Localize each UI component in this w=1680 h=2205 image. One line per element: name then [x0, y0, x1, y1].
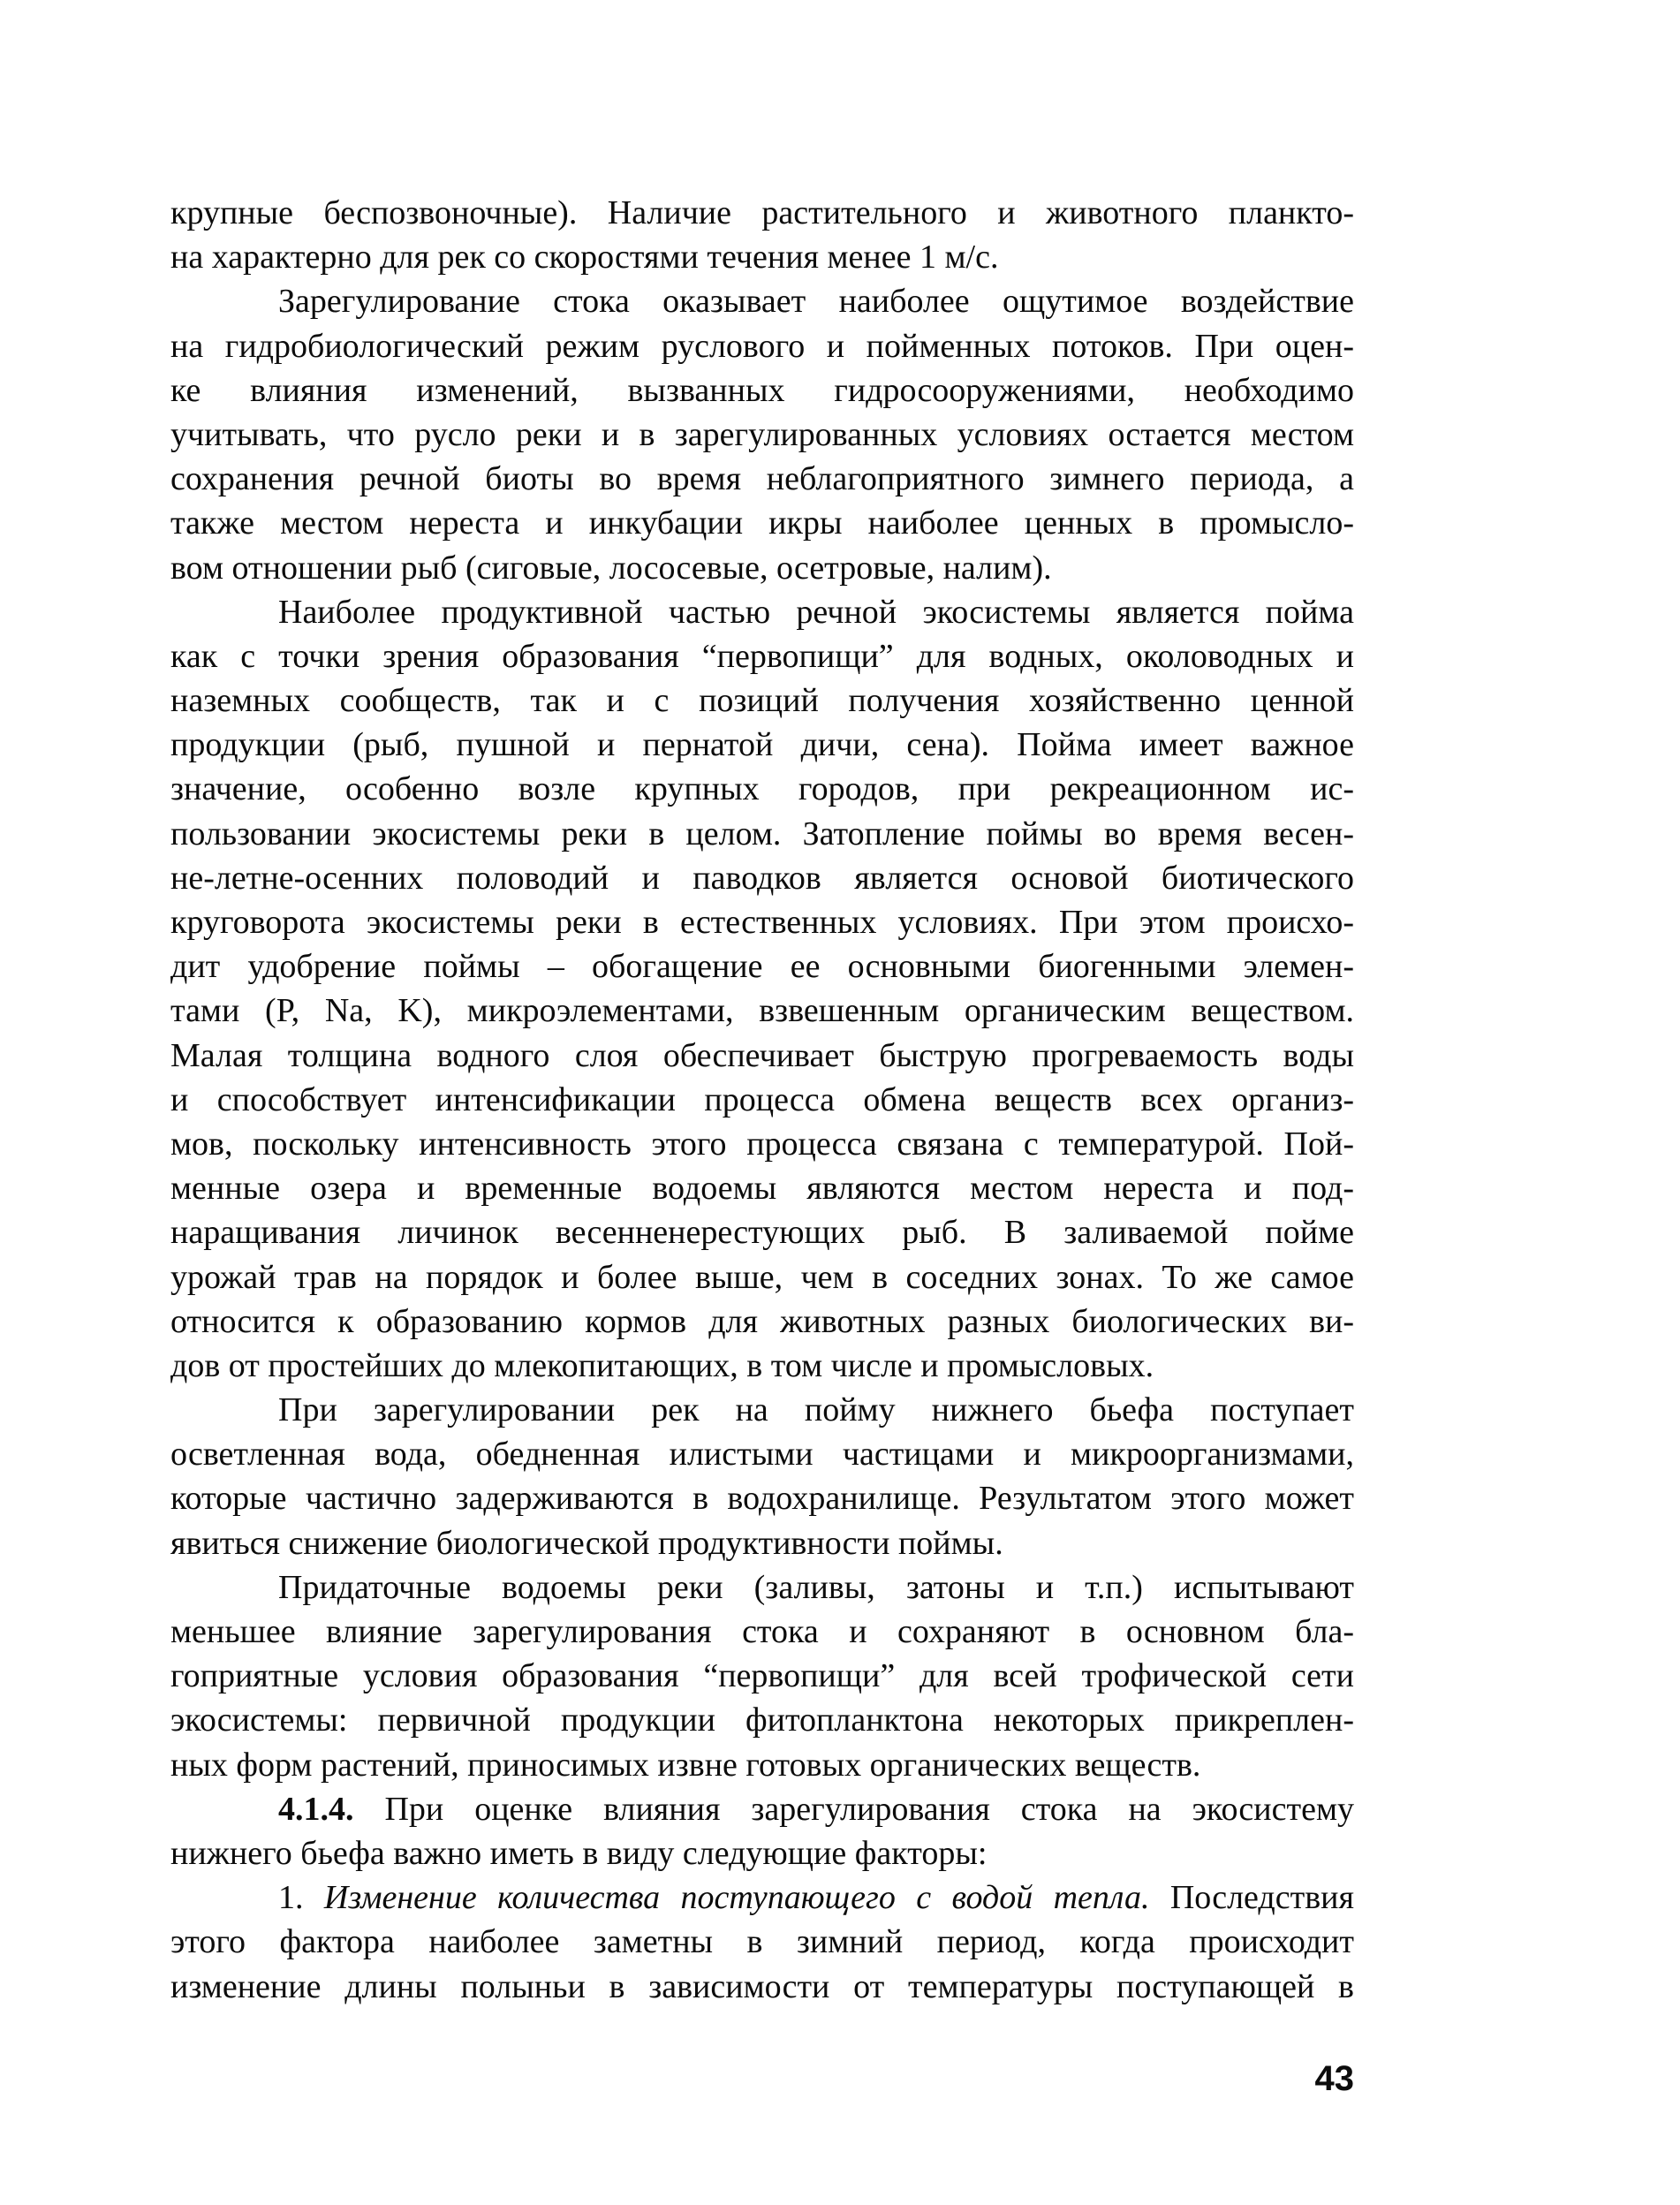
line-text: дов от простейших до млекопитающих, в том числе и промысловых. [170, 1346, 1154, 1384]
line-text: мов, поскольку интенсивность этого процесса связана с температурой. Пой- [170, 1125, 1354, 1163]
text-line [170, 1698, 1354, 1742]
text-line [170, 1565, 1354, 1610]
text-line [170, 368, 1354, 413]
line-text: этого фактора наиболее заметны в зимний период, когда происходит [170, 1923, 1354, 1961]
line-text: Последствия [1149, 1879, 1354, 1917]
page-number: 43 [1314, 2059, 1354, 2098]
text-line [170, 501, 1354, 545]
line-text: наземных сообществ, так и с позиций получения хозяйственно ценной [170, 682, 1354, 720]
text-line [170, 1388, 1354, 1432]
text-line [170, 457, 1354, 501]
text-line [170, 1210, 1354, 1254]
line-text: не-летне-осенних половодий и паводков является основой биотического [170, 859, 1354, 897]
text-line [170, 944, 1354, 989]
line-text: изменение длины полыньи в зависимости от температуры поступающей в [170, 1967, 1354, 2005]
text-line [170, 1521, 1354, 1565]
line-text: Зарегулирование стока оказывает наиболее ощутимое воздействие [278, 283, 1354, 321]
line-text: сохранения речной биоты во время неблагоприятного зимнего периода, а [170, 460, 1354, 498]
line-text: меньшее влияние зарегулирования стока и сохраняют в основном бла- [170, 1613, 1354, 1650]
line-text: экосистемы: первичной продукции фитопланктона некоторых прикреплен- [170, 1701, 1354, 1739]
line-text: При зарегулировании рек на пойму нижнего бьефа поступает [278, 1391, 1354, 1429]
line-text: вом отношении рыб (сиговые, лососевые, осетровые, налим). [170, 549, 1052, 587]
line-text: наращивания личинок весенненерестующих рыб. В заливаемой пойме [170, 1214, 1354, 1252]
line-text: значение, особенно возле крупных городов, при рекреационном ис- [170, 770, 1354, 808]
text-line [170, 1122, 1354, 1166]
text-line [170, 1875, 1354, 1920]
text-line [170, 1078, 1354, 1122]
text-line [170, 1654, 1354, 1698]
italic-phrase: Изменение количества поступающего с водой тепла. [323, 1879, 1150, 1917]
text-line [170, 678, 1354, 723]
text-line [170, 1965, 1354, 2009]
line-text: нижнего бьефа важно иметь в виду следующие факторы: [170, 1834, 988, 1872]
text-line [170, 1476, 1354, 1520]
line-text: ке влияния изменений, вызванных гидросооружениями, необходимо [170, 371, 1354, 409]
line-text: на гидробиологический режим руслового и пойменных потоков. При оцен- [170, 327, 1354, 365]
line-text: Наиболее продуктивной частью речной экосистемы является пойма [278, 593, 1354, 631]
line-text: также местом нереста и инкубации икры наиболее ценных в промысло- [170, 504, 1354, 542]
line-text: которые частично задерживаются в водохранилище. Результатом этого может [170, 1480, 1354, 1518]
text-line [170, 235, 1354, 279]
text-line [170, 1610, 1354, 1654]
text-line [170, 546, 1354, 590]
text-line [170, 1787, 1354, 1831]
line-text: круговорота экосистемы реки в естественных условиях. При этом происхо- [170, 904, 1354, 941]
line-text: Малая толщина водного слоя обеспечивает быструю прогреваемость воды [170, 1036, 1354, 1074]
line-text: учитывать, что русло реки и в зарегулированных условиях остается местом [170, 415, 1354, 453]
line-text: и способствует интенсификации процесса обмена веществ всех организ- [170, 1080, 1354, 1118]
line-text: относится к образованию кормов для животных разных биологических ви- [170, 1302, 1354, 1340]
line-text: явиться снижение биологической продуктивности поймы. [170, 1524, 1003, 1562]
text-line [170, 1920, 1354, 1964]
text-line [170, 856, 1354, 900]
line-text: продукции (рыб, пушной и пернатой дичи, сена). Пойма имеет важное [170, 726, 1354, 764]
text-line [170, 767, 1354, 811]
line-text: на характерно для рек со скоростями течения менее 1 м/с. [170, 239, 999, 277]
line-text: пользовании экосистемы реки в целом. Затопление поймы во время весен- [170, 815, 1354, 852]
text-line [170, 1300, 1354, 1344]
section-number: 4.1.4. [278, 1790, 354, 1828]
text-line [170, 413, 1354, 457]
line-text: дит удобрение поймы – обогащение ее основными биогенными элемен- [170, 948, 1354, 986]
line-text: гоприятные условия образования “первопищи” для всей трофической сети [170, 1657, 1354, 1695]
line-text: как с точки зрения образования “первопищи” для водных, околоводных и [170, 637, 1354, 675]
text-line [170, 989, 1354, 1033]
text-line [170, 1034, 1354, 1078]
list-number: 1. [278, 1879, 324, 1917]
text-line [170, 324, 1354, 368]
text-line [170, 812, 1354, 856]
line-text: тами (P, Na, K), микроэлементами, взвешенным органическим веществом. [170, 992, 1354, 1030]
line-text: осветленная вода, обедненная илистыми частицами и микроорганизмами, [170, 1436, 1354, 1474]
text-line [170, 1743, 1354, 1787]
text-line [170, 1344, 1354, 1388]
text-line [170, 723, 1354, 767]
text-line [170, 590, 1354, 634]
text-line [170, 1432, 1354, 1476]
text-line [170, 191, 1354, 235]
text-line [170, 1166, 1354, 1210]
line-text: крупные беспозвоночные). Наличие растительного и животного планкто- [170, 194, 1354, 231]
text-line [170, 279, 1354, 323]
line-text: ных форм растений, приносимых извне готовых органических веществ. [170, 1746, 1201, 1784]
text-line [170, 1255, 1354, 1300]
line-text: Придаточные водоемы реки (заливы, затоны и т.п.) испытывают [278, 1568, 1354, 1606]
line-text: При оценке влияния зарегулирования стока на экосистему [353, 1790, 1354, 1828]
line-text: урожай трав на порядок и более выше, чем в соседних зонах. То же самое [170, 1258, 1354, 1296]
text-line [170, 1831, 1354, 1875]
text-line [170, 900, 1354, 944]
body-text [170, 191, 1354, 2009]
line-text: менные озера и временные водоемы являются местом нереста и под- [170, 1170, 1354, 1208]
text-line [170, 634, 1354, 678]
